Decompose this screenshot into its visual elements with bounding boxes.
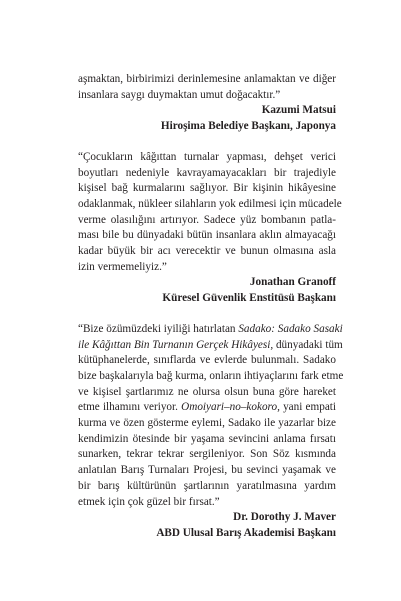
quote-line: etmek için çok güzel bir fırsat.” [78,495,220,508]
quote-line: kurma ve özen gösterme eylemi, Sadako ile yazarlar bize [78,417,336,430]
quote-granoff [78,150,342,276]
quote-line: bir barış kültürünün şartlarının yaratılmasına yardım [78,479,336,492]
quote-line: aşmaktan, birbirimizi derinlemesine anlamaktan ve diğer [78,73,336,85]
quote-line: bize başkalarıyla bağ kurma, onların ihtiyaçlarını fark etme [78,369,344,382]
quote-line: ve kişisel şartlarımız ne olursa olsun buna göre hareket [78,385,336,398]
japanese-term-italic: Omoiyari–no–kokoro, [181,401,280,414]
quote-matsui [78,72,336,103]
quote-line: kütüphanelerde, sınıflarda ve evlerde bulunmalı. Sadako [78,354,336,367]
attribution-name: Dr. Dorothy J. Maver [233,511,336,524]
quote-line: izin vermemeliyiz.” [78,260,167,273]
quote-line: boyutları nedeniyle kavrayamayacakları bir trajediyle [78,166,336,179]
attribution-role: Küresel Güvenlik Enstitüsü Başkanı [162,292,336,305]
attribution-name: Jonathan Granoff [249,276,336,289]
attribution-role: Hiroşima Belediye Başkanı, Japonya [160,120,336,133]
book-page [78,72,344,542]
quote-line: ması bile bu dünyadaki bütün insanlara aklın almayacağı [78,229,336,242]
attribution-role: ABD Ulusal Barış Akademisi Başkanı [156,526,336,539]
quote-line: “Bize özümüzdeki iyiliği hatırlatan Sadako: Sadako Sasaki [78,322,343,335]
quote-line: kendimizin ötesinde bir yaşama sevincini anlama fırsatı [78,432,336,445]
quote-line: sunarken, tekrar tekrar sergileniyor. Son Söz kısmında [78,448,336,461]
quote-line: insanlara saygı duymaktan umut doğacaktır.” [78,88,281,101]
quote-line: verme olasılığını artırıyor. Sadece yüz bombanın patla- [78,213,336,226]
quote-line: etme ilhamını veriyor. Omoiyari–no–kokoro, yani empati [78,401,336,414]
quote-line: kadar büyük bir acı verecektir ve bunun olmasına asla [78,245,336,258]
quote-line: ile Kâğıttan Bin Turnanın Gerçek Hikâyesi, dünyadaki tüm [78,338,343,351]
quote-line: kişisel bağ kurmalarını sağlıyor. Bir kişinin hikâyesine [78,182,336,195]
book-title-italic: ile Kâğıttan Bin Turnanın Gerçek Hikâyesi, [78,338,274,351]
quote-line: “Çocukların kâğıttan turnalar yapması, dehşet verici [78,150,336,163]
book-title-italic: Sadako: Sadako Sasaki [238,322,343,335]
attribution-name: Kazumi Matsui [261,104,336,117]
quote-line: anlatılan Barış Turnaları Projesi, bu sevinci yaşamak ve [78,464,336,477]
quote-line: odaklanmak, nükleer silahların yok edilmesi için mücadele [78,197,342,210]
quote-maver [78,322,344,510]
